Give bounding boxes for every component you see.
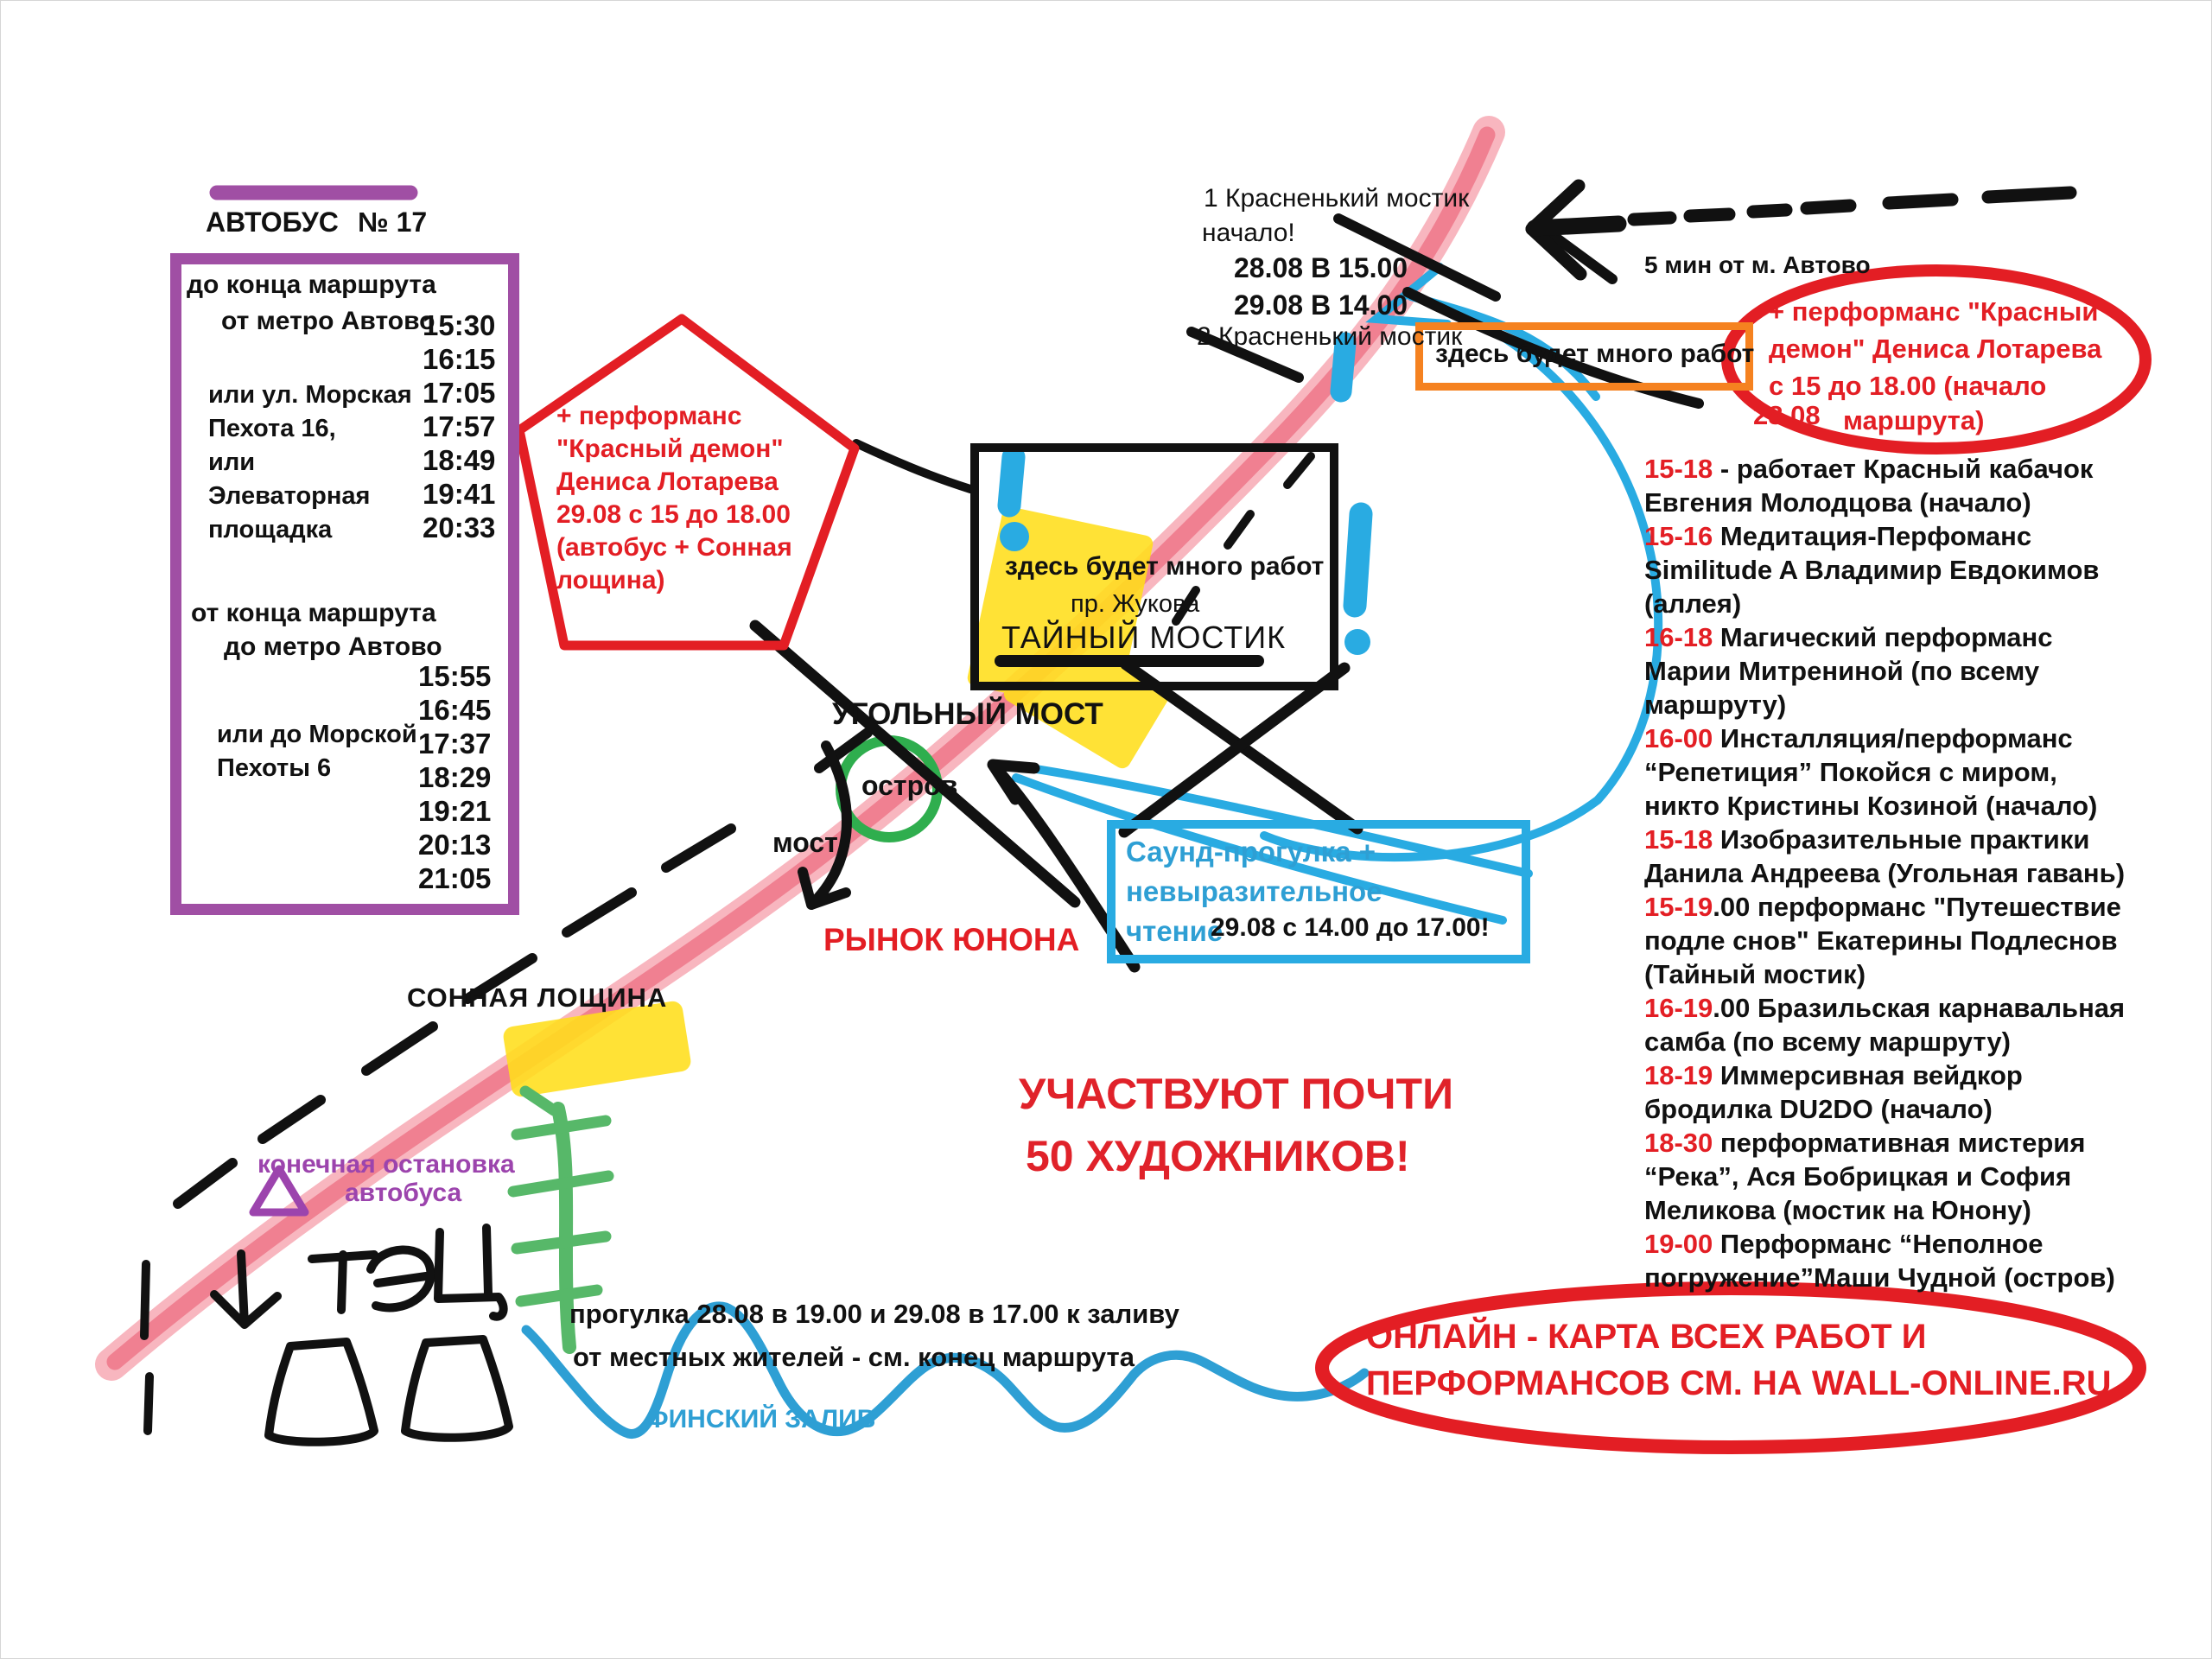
online-map-note-line1: ОНЛАЙН - КАРТА ВСЕХ РАБОТ И [1366,1318,1927,1356]
label-bridge: мост [772,827,838,858]
black-box-line1: здесь будет много работ [1005,552,1325,581]
text-line: 18:29 [418,761,492,793]
metro-distance-note: 5 мин от м. Автово [1644,251,1871,278]
event-item: 15-18 Изобразительные практики Данила Андреева (Угольная гавань) [1644,824,2126,888]
bus-number: № 17 [358,207,428,238]
bridge-note-start: начало! [1202,219,1295,247]
tayny-mostik-underline [995,655,1264,667]
text-line: 15:55 [418,660,492,692]
text-line: 17:37 [418,728,492,760]
red-oval-top-date: 28.08 [1753,400,1821,430]
label-yunona-market: РЫНОК ЮНОНА [823,922,1080,957]
text-line: Пехота 16, [208,415,336,442]
text-line: 19:21 [418,795,492,827]
text-line: чтение [1126,915,1224,947]
bridge-date-2: 29.08 В 14.00 [1234,289,1408,321]
event-item: 18-19 Иммерсивная вейдкор бродилка DU2DO (начало) [1644,1060,2023,1124]
text-line: 17:57 [423,410,496,442]
red-oval-top-lastline: маршрута) [1843,405,1985,435]
event-item: 15-19.00 перформанс "Путешествие подле снов" Екатерины Подлеснов (Тайный мостик) [1644,892,2121,989]
text-line: (автобус + Сонная [556,533,792,562]
label-coal-bridge: УГОЛЬНЫЙ МОСТ [832,697,1103,731]
event-item: 18-30 перформативная мистерия “Река”, Ася Бобрицкая и София Меликова (мостик на Юнону) [1644,1128,2086,1225]
text-line: 18:49 [423,444,496,476]
red-oval-top-text [1769,293,2101,404]
text-line: невыразительное [1126,875,1382,907]
label-bus-terminus-2: автобуса [345,1179,462,1207]
black-box-line3: ТАЙНЫЙ МОСТИК [1001,620,1287,655]
label-gulf-of-finland: ФИНСКИЙ ЗАЛИВ [646,1405,876,1433]
orange-box-note: здесь будет много работ [1435,340,1755,368]
bus-label: АВТОБУС [206,207,339,238]
pentagon-performance-note [556,400,792,597]
text-line: демон" Дениса Лотарева [1769,334,2102,364]
text-line: Дениса Лотарева [556,467,779,496]
text-line: 20:13 [418,829,492,861]
schedule-section1-title: до конца маршрута [187,270,436,299]
sound-walk-datetime: 29.08 с 14.00 до 17.00! [1211,913,1490,942]
events-list [1644,452,2128,1294]
schedule-note-1 [208,378,412,547]
text-line: лощина) [556,566,665,594]
event-item: 16-19.00 Бразильская карнавальная самба (по всему маршруту) [1644,993,2126,1057]
event-item: 15-18 - работает Красный кабачок Евгения Молодцова (начало) [1644,454,2094,518]
text-line: 16:15 [423,343,496,375]
text-line: Саунд-прогулка + [1126,836,1376,868]
text-line: 21:05 [418,862,492,894]
label-island: остров [861,770,958,801]
event-item: 15-16 Медитация-Перфоманс Similitude A Владимир Евдокимов (аллея) [1644,521,2100,619]
schedule-times-2 [418,659,491,895]
bridge-date-1: 28.08 В 15.00 [1234,252,1408,283]
text-line: площадка [208,516,333,543]
bridge-note-2: 2 Красненький мостик [1197,322,1463,351]
text-line: 17:05 [423,377,496,409]
walk-note-line1: прогулка 28.08 в 19.00 и 29.08 в 17.00 к заливу [569,1299,1179,1329]
text-line: "Красный демон" [556,435,784,463]
text-line: Элеваторная [208,482,371,510]
participants-line2: 50 ХУДОЖНИКОВ! [1026,1132,1410,1180]
schedule-section2-subtitle: до метро Автово [224,632,442,661]
text-line: 29.08 с 15 до 18.00 [556,500,791,529]
schedule-note-2 [217,718,417,785]
bridge-note-1: 1 Красненький мостик [1204,184,1470,213]
online-map-note-line2: ПЕРФОРМАНСОВ СМ. НА WALL-ONLINE.RU [1366,1364,2112,1402]
text-line: + перформанс [556,402,742,430]
event-item: 16-18 Магический перформанс Марии Митрениной (по всему маршруту) [1644,622,2053,720]
label-bus-terminus-1: конечная остановка [257,1150,515,1179]
schedule-section1-subtitle: от метро Автово [221,307,435,335]
text-line: или [208,448,256,476]
schedule-section2-title: от конца маршрута [191,599,436,627]
schedule-times-1 [423,308,495,544]
text-line: или до Морской [217,721,417,748]
text-line: 20:33 [423,512,496,543]
label-sleepy-hollow: СОННАЯ ЛОЩИНА [407,982,668,1013]
text-line: Пехоты 6 [217,754,332,782]
event-item: 19-00 Перформанс “Неполное погружение”Маши Чудной (остров) [1644,1229,2115,1293]
event-item: 16-00 Инсталляция/перформанс “Репетиция” Покойся с миром, никто Кристины Козиной (начало) [1644,723,2098,821]
text-line: 15:30 [423,309,496,341]
black-box-line2: пр. Жукова [1071,590,1200,618]
text-line: или ул. Морская [208,381,412,409]
text-line: 19:41 [423,478,496,510]
walk-note-line2: от местных жителей - см. конец маршрута [573,1342,1135,1372]
text-line: + перформанс "Красный [1769,296,2099,327]
tec-drawing [144,1228,509,1442]
text-line: с 15 до 18.00 (начало [1769,371,2047,401]
text-line: 16:45 [418,694,492,726]
participants-line1: УЧАСТВУЮТ ПОЧТИ [1019,1070,1454,1118]
